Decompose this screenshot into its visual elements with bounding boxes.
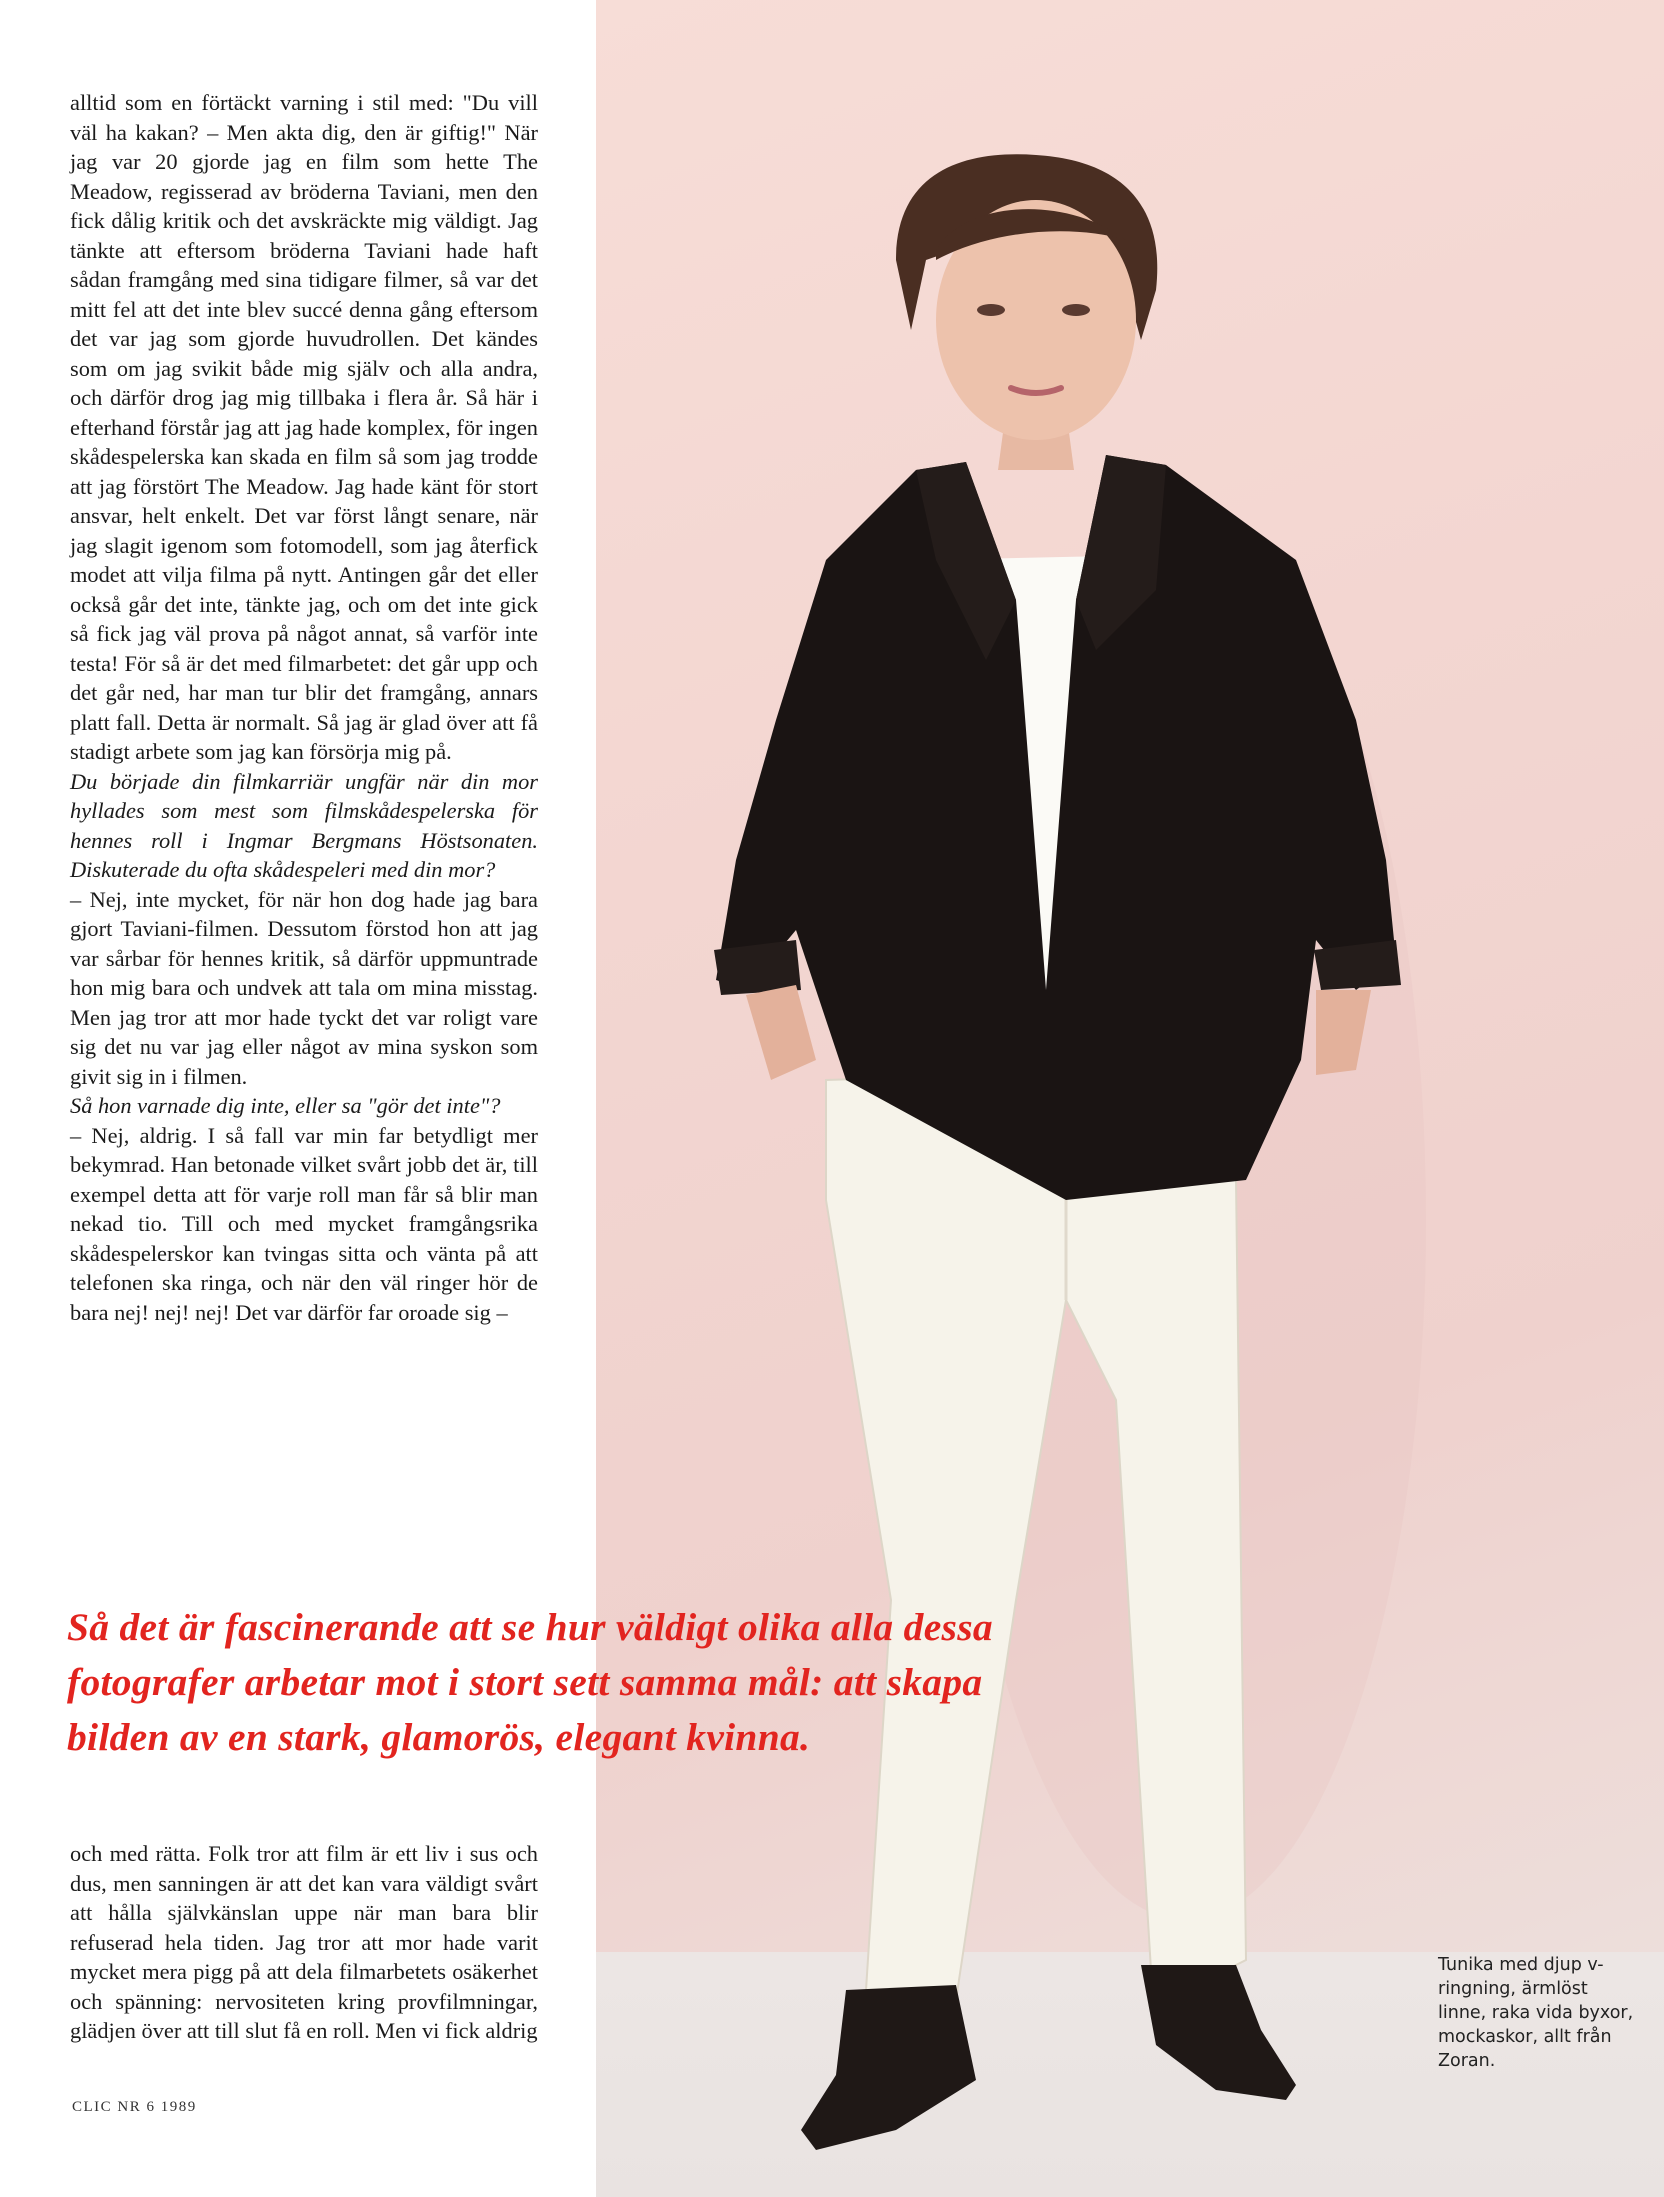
pull-quote — [67, 1600, 1267, 1765]
fashion-photo — [596, 0, 1664, 2197]
interview-question: Så hon varnade dig inte, eller sa "gör det inte"? — [70, 1093, 501, 1118]
article-body-bottom — [70, 1839, 538, 2046]
pull-quote-line: fotografer arbetar mot i stort sett samma mål: att skapa — [67, 1660, 983, 1704]
article-paragraph: alltid som en förtäckt varning i stil med: "Du vill väl ha kakan? – Men akta dig, den är giftig!" När jag var 20 gjorde jag en film som hette The Meadow, regisserad av bröderna Taviani, men den fick dålig kritik och det avskräckte mig väldigt. Jag tänkte att eftersom bröderna Taviani hade haft sådan framgång med sina tidigare filmer, så var det mitt fel att det inte blev succé denna gång eftersom det var jag som gjorde huvudrollen. Det kändes som om jag svikit både mig själv och alla andra, och därför drog jag mig tillbaka i flera år. Så här i efterhand förstår jag att jag hade komplex, för ingen skådespelerska kan skada en film så som jag trodde att jag förstört The Meadow. Jag hade känt för stort ansvar, helt enkelt. Det var först långt senare, när jag slagit igenom som fotomodell, som jag återfick modet att vilja filma på nytt. Antingen går det eller också går det inte, tänkte jag, och om det inte gick så fick jag väl prova på något annat, så varför inte testa! För så är det med filmarbetet: det går upp och det går ned, har man tur blir det framgång, annars platt fall. Detta är normalt. Så jag är glad över att få stadigt arbete som jag kan försörja mig på. — [70, 90, 538, 764]
issue-footer: CLIC NR 6 1989 — [72, 2099, 197, 2115]
interview-answer: – Nej, inte mycket, för när hon dog hade jag bara gjort Taviani-filmen. Dessutom förstod hon att jag var sårbar för hennes kritik, så därför uppmuntrade hon mig bara och undvek att tala om mina misstag. Men jag tror att mor hade tyckt det var roligt vare sig det nu var jag eller något av mina syskon som givit sig in i filmen. — [70, 886, 538, 1089]
interview-question: Du började din filmkarriär ungfär när din mor hyllades som mest som filmskådespelerska för hennes roll i Ingmar Bergmans Höstsonaten. Diskuterade du ofta skådespeleri med din mor? — [70, 768, 538, 882]
article-paragraph: och med rätta. Folk tror att film är ett liv i sus och dus, men sanningen är att det kan vara väldigt svårt att hålla självkänslan uppe när man bara blir refuserad hela tiden. Jag tror att mor hade varit mycket mera pigg på att dela filmarbetets osäkerhet och spänning: nervositeten kring provfilmningar, glädjen över att till slut få en roll. Men vi fick aldrig — [70, 1841, 538, 2043]
pull-quote-line: bilden av en stark, glamorös, elegant kvinna. — [67, 1715, 811, 1759]
pull-quote-line: Så det är fascinerande att se hur väldigt olika alla dessa — [67, 1605, 993, 1649]
article-body-top — [70, 88, 538, 1327]
photo-caption: Tunika med djup v-ringning, ärmlöst linne, raka vida byxor, mockaskor, allt från Zoran. — [1438, 1955, 1634, 2071]
model-figure-illustration — [596, 0, 1664, 2197]
interview-answer: – Nej, aldrig. I så fall var min far betydligt mer bekymrad. Han betonade vilket svårt jobb det är, till exempel detta att för varje roll man får så blir man nekad tio. Till och med mycket framgångsrika skådespelerskor kan tvingas sitta och vänta på att telefonen ska ringa, och när den väl ringer hör de bara nej! nej! nej! Det var därför far oroade sig – — [70, 1122, 538, 1325]
